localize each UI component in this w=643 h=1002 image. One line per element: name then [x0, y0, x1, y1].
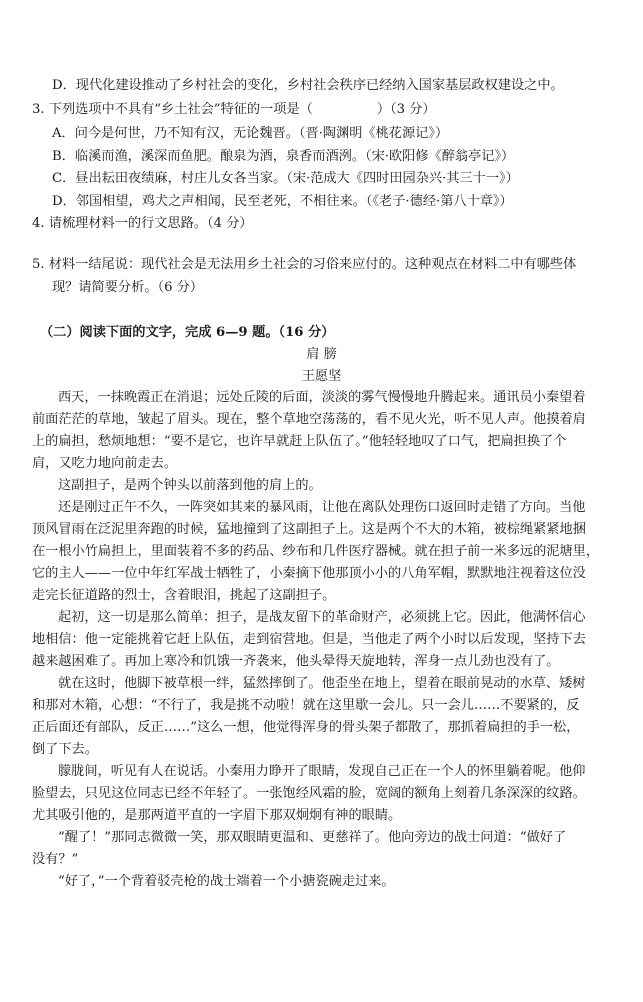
question-3-option-c: C．昼出耘田夜绩麻，村庄儿女各当家。（宋·范成大《四时田园杂兴·其三十一》）	[52, 171, 519, 186]
story-line: 前面茫茫的草地，皱起了眉头。现在，整个草地空荡荡的，看不见火光，听不见人声。他摸着肩	[32, 412, 586, 427]
question-3-stem	[32, 101, 436, 119]
story-author: 王愿坚	[301, 369, 342, 384]
story-line: “好了，”一个背着驳壳枪的战士端着一个小搪瓷碗走过来。	[58, 874, 395, 889]
story-line: 走完长征道路的烈士，含着眼泪，挑起了这副担子。	[32, 588, 336, 603]
question-5-line-2: 现？请简要分析。（6 分）	[52, 280, 204, 295]
question-3-stem-text: 3. 下列选项中不具有“乡土社会”特征的一项是（	[32, 102, 313, 117]
story-line: 正后面还有部队，反正……”这么一想，他觉得浑身的骨头架子都散了，那抓着扁担的手一松，	[32, 720, 580, 735]
story-line: 朦胧间，听见有人在说话。小秦用力睁开了眼睛，发现自己正在一个人的怀里躺着呢。他仰	[58, 764, 586, 779]
story-line: 它的主人——一位中年红军战士牺牲了，小秦摘下他那顶小小的八角军帽，默默地注视着这位没	[32, 566, 586, 581]
question-4: 4. 请梳理材料一的行文思路。（4 分）	[32, 216, 253, 231]
story-line: 没有？”	[32, 852, 79, 867]
story-line: 上的扁担，愁烦地想：“要不是它，也许早就赶上队伍了。”他轻轻地叹了口气，把扁担换了个	[32, 434, 567, 449]
story-line: 还是刚过正午不久，一阵突如其来的暴风雨，让他在离队处理伤口返回时走错了方向。当他	[58, 500, 586, 515]
story-line: 肩，又吃力地向前走去。	[32, 456, 178, 471]
story-line: 这副担子，是两个钟头以前落到他的肩上的。	[58, 478, 322, 493]
story-title: 肩 膀	[306, 347, 337, 362]
question-5-line-1: 5. 材料一结尾说：现代社会是无法用乡土社会的习俗来应付的。这种观点在材料二中有哪些体	[32, 257, 577, 272]
story-line: 在一根小竹扁担上，里面装着不多的药品、纱布和几件医疗器械。就在担子前一米多远的泥塘里，	[32, 544, 600, 559]
story-line: 尤其吸引他的，是那两道平直的一字眉下那双炯炯有神的眼睛。	[32, 808, 402, 823]
question-3-option-b: B．临溪而渔，溪深而鱼肥。酿泉为酒，泉香而酒洌。（宋·欧阳修《醉翁亭记》）	[52, 149, 515, 164]
question-3-option-d: D．邻国相望，鸡犬之声相闻，民至老死，不相往来。（《老子·德经·第八十章》）	[52, 194, 513, 209]
question-3-score: ）（3 分）	[376, 102, 436, 117]
story-line: 西天，一抹晚霞正在消退；远处丘陵的后面，淡淡的雾气慢慢地升腾起来。通讯员小秦望着	[58, 390, 586, 405]
story-line: 越来越困难了。再加上寒冷和饥饿一齐袭来，他头晕得天旋地转，浑身一点儿劲也没有了。	[32, 654, 560, 669]
story-line: “醒了！”那同志微微一笑，那双眼睛更温和、更慈祥了。他向旁边的战士问道：“做好了	[58, 830, 567, 845]
question-3-option-a: A．问今是何世，乃不知有汉，无论魏晋。（晋·陶渊明《桃花源记》）	[52, 126, 449, 141]
story-line: 脸望去，只见这位同志已经不年轻了。一张饱经风霜的脸，宽阔的额角上刻着几条深深的纹路。	[32, 786, 586, 801]
story-line: 就在这时，他脚下被草根一绊，猛然摔倒了。他歪坐在地上，望着在眼前晃动的水草、矮树	[58, 676, 586, 691]
section-2-heading: （二）阅读下面的文字，完成 6—9 题。（16 分）	[40, 325, 335, 340]
story-line: 和那对木箱，心想：“不行了，我是挑不动啦！就在这里歇一会儿。只一会儿……不要紧的，反	[32, 698, 580, 713]
story-line: 顶风冒雨在泛泥里奔跑的时候，猛地撞到了这副担子上。这是两个不大的木箱，被棕绳紧紧地捆	[32, 522, 586, 537]
question-2-option-d: D．现代化建设推动了乡村社会的变化，乡村社会秩序已经纳入国家基层政权建设之中。	[52, 78, 564, 93]
story-line: 地相信：他一定能挑着它赶上队伍，走到宿营地。但是，当他走了两个小时以后发现，坚持下去	[32, 632, 586, 647]
story-line: 倒了下去。	[32, 742, 98, 757]
story-line: 起初，这一切是那么简单：担子，是战友留下的革命财产，必须挑上它。因此，他满怀信心	[58, 610, 586, 625]
